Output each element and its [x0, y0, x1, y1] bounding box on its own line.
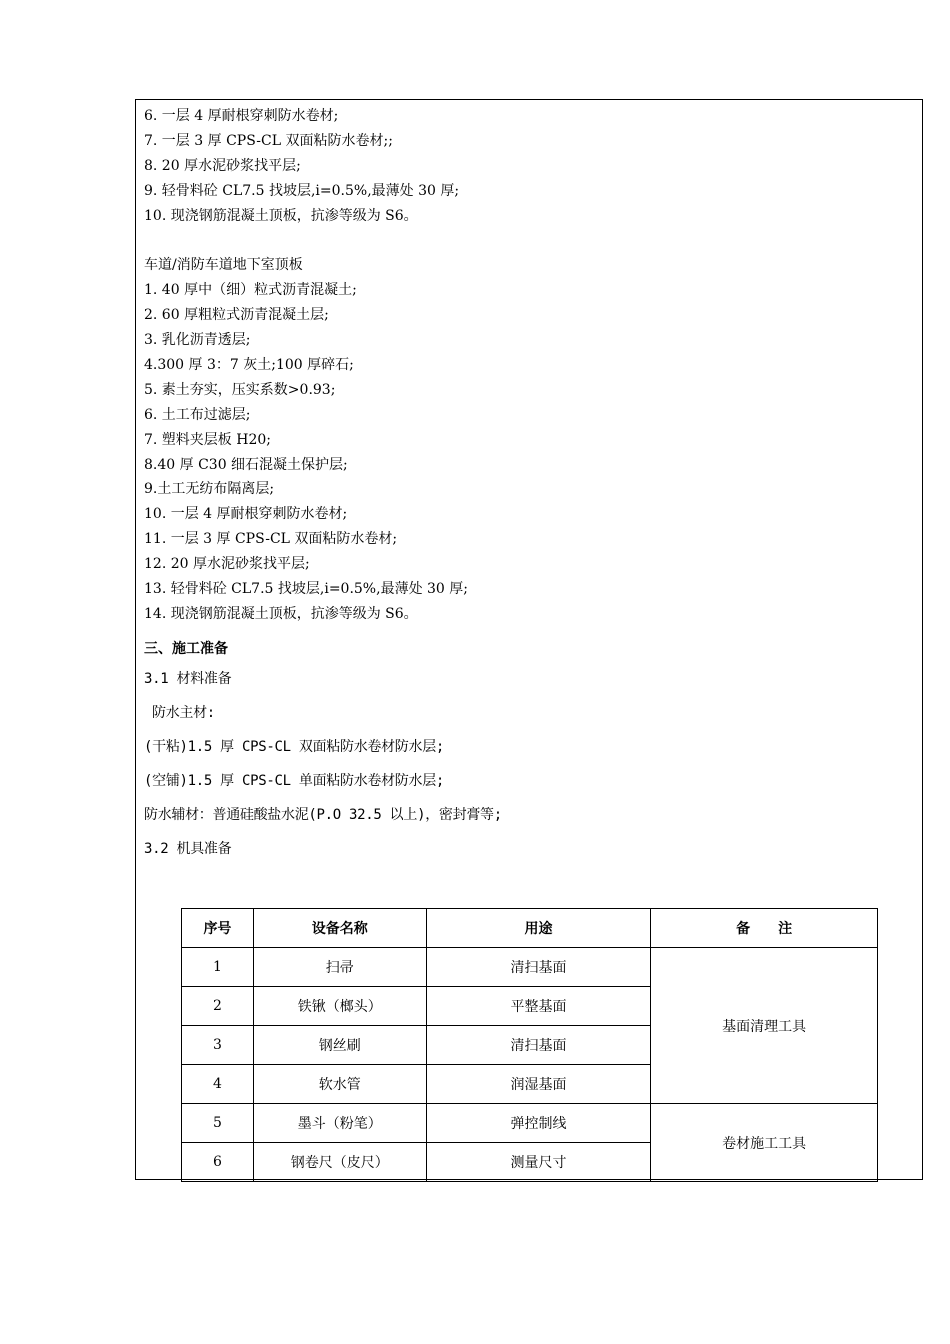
table-row: [182, 1104, 878, 1143]
cell-purpose: 平整基面: [426, 987, 651, 1026]
block2-title: 车道/消防车道地下室顶板: [144, 257, 303, 274]
block2-line: 6. 土工布过滤层;: [144, 406, 251, 423]
document-frame: [135, 99, 923, 1180]
header-equipment-name: 设备名称: [253, 909, 426, 948]
cell-index: 1: [182, 948, 254, 987]
block2-line: 12. 20 厚水泥砂浆找平层;: [144, 556, 310, 573]
cell-index: 2: [182, 987, 254, 1026]
block2-line: 1. 40 厚中（细）粒式沥青混凝土;: [144, 282, 357, 299]
block2-line: 10. 一层 4 厚耐根穿刺防水卷材;: [144, 506, 348, 523]
section-heading: 三、施工准备: [144, 640, 228, 657]
cell-equipment-name: 软水管: [253, 1065, 426, 1104]
spacer: [144, 228, 914, 253]
cell-purpose: 润湿基面: [426, 1065, 651, 1104]
cell-index: 5: [182, 1104, 254, 1143]
cell-index: 4: [182, 1065, 254, 1104]
materials-line-1: (干粘)1.5 厚 CPS-CL 双面粘防水卷材防水层;: [144, 738, 445, 755]
block1-line: 9. 轻骨料砼 CL7.5 找坡层,i=0.5%,最薄处 30 厚;: [144, 182, 460, 199]
block1-line: 8. 20 厚水泥砂浆找平层;: [144, 157, 301, 174]
block1-line: 6. 一层 4 厚耐根穿刺防水卷材;: [144, 108, 339, 124]
cell-note-group: 卷材施工工具: [651, 1104, 878, 1182]
header-index: 序号: [182, 909, 254, 948]
block2-line: 2. 60 厚粗粒式沥青混凝土层;: [144, 307, 329, 324]
block2-line: 5. 素土夯实，压实系数>0.93;: [144, 381, 336, 398]
block2-line: 8.40 厚 C30 细石混凝土保护层;: [144, 456, 348, 473]
cell-purpose: 清扫基面: [426, 1026, 651, 1065]
cell-equipment-name: 墨斗（粉笔）: [253, 1104, 426, 1143]
cell-note-group: 基面清理工具: [651, 948, 878, 1104]
block2-line: 3. 乳化沥青透层;: [144, 332, 251, 349]
cell-index: 3: [182, 1026, 254, 1065]
header-purpose: 用途: [426, 909, 651, 948]
block2-line: 4.300 厚 3：7 灰土;100 厚碎石;: [144, 357, 354, 374]
cell-purpose: 弹控制线: [426, 1104, 651, 1143]
block2-line: 13. 轻骨料砼 CL7.5 找坡层,i=0.5%,最薄处 30 厚;: [144, 581, 468, 598]
cell-equipment-name: 铁锹（榔头）: [253, 987, 426, 1026]
materials-line-2: (空铺)1.5 厚 CPS-CL 单面粘防水卷材防水层;: [144, 772, 445, 789]
block1-line: 7. 一层 3 厚 CPS-CL 双面粘防水卷材;;: [144, 132, 393, 149]
materials-aux: 防水辅材：普通硅酸盐水泥(P.O 32.5 以上)，密封膏等;: [144, 806, 502, 823]
cell-purpose: 清扫基面: [426, 948, 651, 987]
block2-line: 7. 塑料夹层板 H20;: [144, 431, 271, 448]
document-content: [144, 104, 914, 866]
materials-main-label: 防水主材:: [152, 704, 215, 721]
tools-title: 3.2 机具准备: [144, 840, 232, 857]
cell-equipment-name: 钢丝刷: [253, 1026, 426, 1065]
block1-line: 10. 现浇钢筋混凝土顶板，抗渗等级为 S6。: [144, 207, 418, 224]
equipment-table: [181, 908, 878, 1182]
cell-equipment-name: 扫帚: [253, 948, 426, 987]
cell-purpose: 测量尺寸: [426, 1143, 651, 1182]
cell-index: 6: [182, 1143, 254, 1182]
table-header-row: [182, 909, 878, 948]
block2-line: 11. 一层 3 厚 CPS-CL 双面粘防水卷材;: [144, 531, 398, 548]
materials-title: 3.1 材料准备: [144, 670, 232, 687]
cell-equipment-name: 钢卷尺（皮尺）: [253, 1143, 426, 1182]
block2-line: 14. 现浇钢筋混凝土顶板，抗渗等级为 S6。: [144, 605, 418, 622]
block2-line: 9.土工无纺布隔离层;: [144, 481, 275, 498]
table-row: [182, 948, 878, 987]
header-notes: 备 注: [651, 909, 878, 948]
